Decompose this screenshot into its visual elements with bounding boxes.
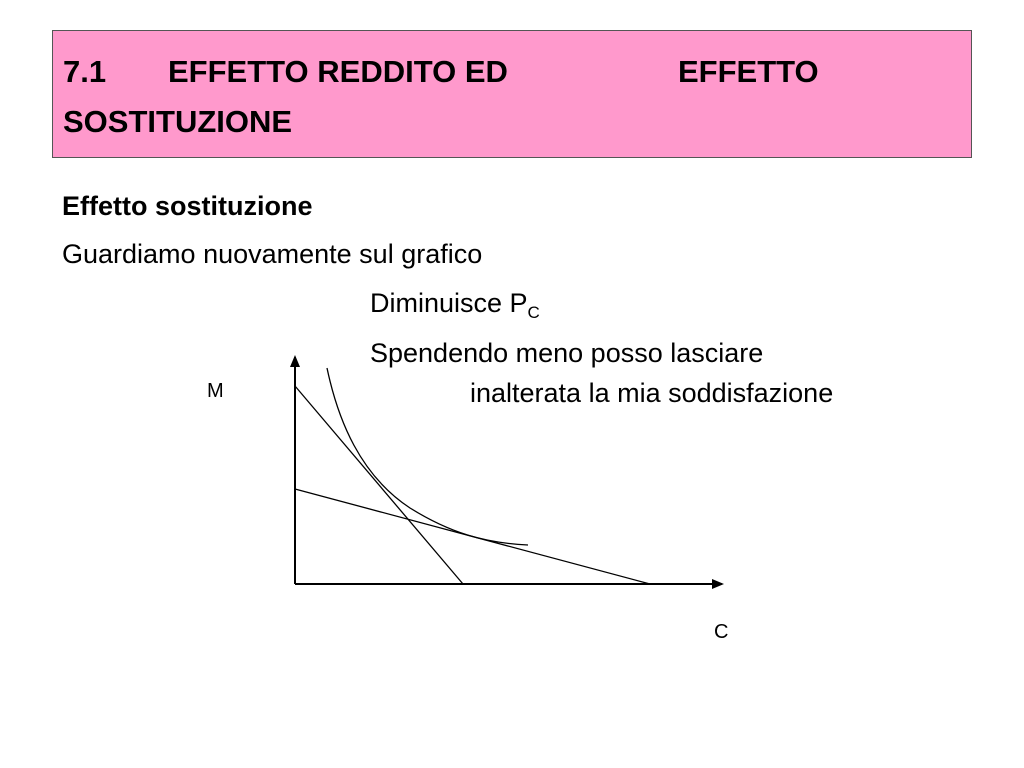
- section-number: 7.1: [63, 54, 107, 89]
- spending-note-line-1: Spendendo meno posso lasciare: [370, 338, 764, 368]
- section-heading: Effetto sostituzione: [62, 191, 313, 221]
- price-decrease-text: Diminuisce P: [370, 288, 528, 318]
- y-axis-label: M: [207, 380, 224, 402]
- price-subscript: C: [527, 303, 540, 322]
- price-decrease-note: [370, 290, 540, 321]
- original-budget-line: [295, 386, 463, 584]
- slide-title-part-2: EFFETTO: [678, 54, 819, 89]
- intro-text: Guardiamo nuovamente sul grafico: [62, 239, 483, 269]
- new-budget-line: [295, 489, 650, 584]
- slide-title-box: [52, 30, 972, 158]
- slide-title-part-1: EFFETTO REDDITO ED: [168, 54, 508, 89]
- x-axis-label: C: [714, 621, 729, 643]
- slide-title-line-2: SOSTITUZIONE: [63, 104, 293, 139]
- spending-note-line-2: inalterata la mia soddisfazione: [470, 378, 834, 408]
